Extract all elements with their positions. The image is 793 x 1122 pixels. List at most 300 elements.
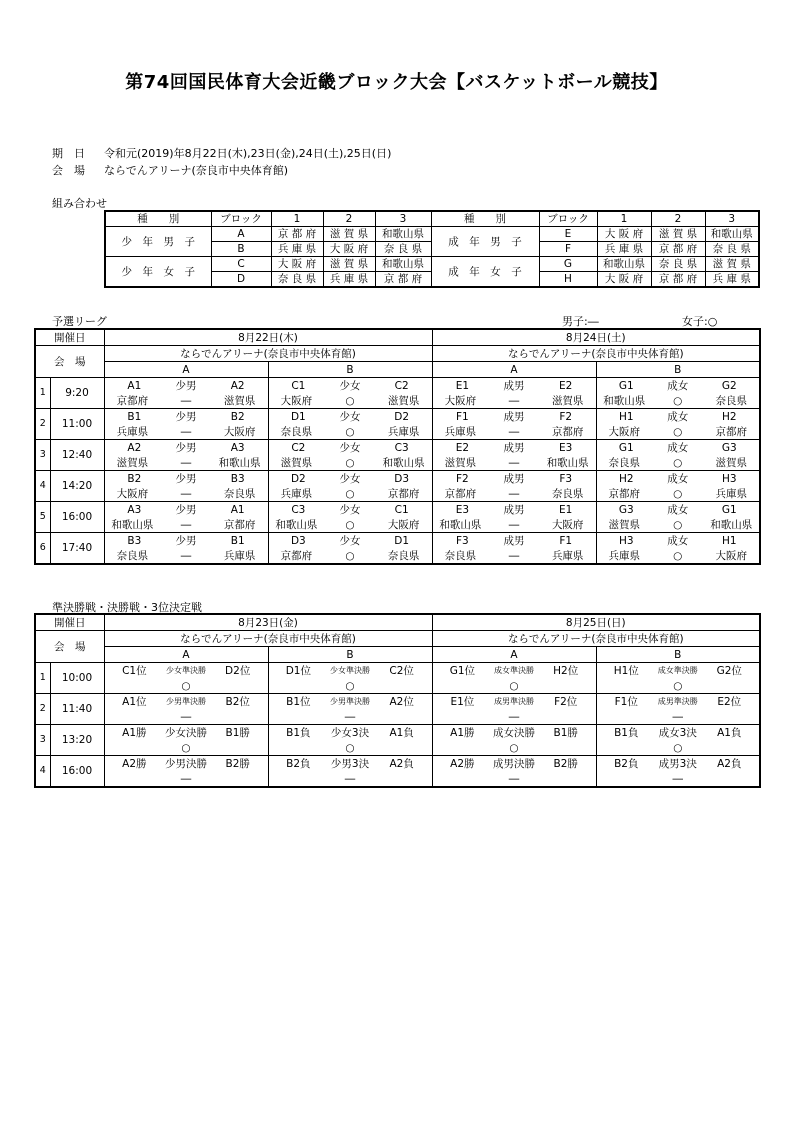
seed-right: E2 — [559, 379, 573, 392]
venue-label: 会 場 — [52, 164, 85, 177]
finals-h-venue: 会 場 — [35, 631, 104, 663]
legend-women: 女子:○ — [682, 315, 718, 328]
match-teams-cell — [268, 486, 432, 502]
seed-left: B2 — [127, 472, 142, 485]
round-name: 成女準決勝 — [657, 665, 698, 675]
final-cell — [596, 756, 760, 772]
final-row-mark — [35, 678, 760, 694]
match-teams-cell — [432, 486, 596, 502]
round-name: 少女決勝 — [165, 726, 207, 739]
combo-team-cell: 大 阪 府 — [271, 257, 323, 272]
seed-left: A3 — [127, 503, 142, 516]
final-row-mark — [35, 709, 760, 725]
round-name: 成男3決 — [658, 757, 697, 770]
match-row-teams — [35, 517, 760, 533]
final-cell — [268, 725, 432, 741]
team-right: 京都府 — [551, 425, 584, 438]
final-mark-cell: ― — [432, 771, 596, 787]
gender-mark: ― — [180, 425, 192, 438]
team-left: 滋賀県 — [116, 456, 149, 469]
slot-right: B2位 — [225, 695, 250, 708]
gender-mark: ○ — [673, 549, 683, 562]
match-time: 11:40 — [50, 694, 104, 725]
seed-left: H1 — [618, 410, 634, 423]
match-cell — [268, 471, 432, 487]
category: 少男 — [175, 503, 197, 516]
team-left: 和歌山県 — [111, 518, 154, 531]
team-left: 兵庫県 — [608, 549, 641, 562]
match-row — [35, 533, 760, 549]
final-cell — [596, 725, 760, 741]
match-row-teams — [35, 548, 760, 564]
match-time: 16:00 — [50, 502, 104, 533]
match-row-teams — [35, 486, 760, 502]
seed-right: A3 — [230, 441, 245, 454]
gender-mark: ― — [180, 518, 192, 531]
team-left: 京都府 — [608, 487, 641, 500]
combo-h3: 3 — [375, 211, 431, 227]
final-cell — [596, 663, 760, 679]
slot-right: A1負 — [389, 726, 414, 739]
seed-right: F1 — [559, 534, 573, 547]
combo-h1: 1 — [271, 211, 323, 227]
round-name: 成男準決勝 — [657, 696, 698, 706]
final-cell — [596, 694, 760, 710]
period-value: 令和元(2019)年8月22日(木),23日(金),24日(土),25日(日) — [104, 147, 392, 160]
team-left: 京都府 — [444, 487, 477, 500]
match-time: 12:40 — [50, 440, 104, 471]
match-cell — [104, 502, 268, 518]
seed-left: H2 — [618, 472, 634, 485]
finals-date1: 8月23日(金) — [104, 614, 432, 631]
final-cell — [268, 663, 432, 679]
team-left: 京都府 — [116, 394, 149, 407]
slot-left: B2負 — [614, 757, 639, 770]
team-left: 和歌山県 — [439, 518, 482, 531]
combo-h1-right: 1 — [597, 211, 651, 227]
team-right: 滋賀県 — [223, 394, 256, 407]
category: 少男 — [175, 379, 197, 392]
category: 少男 — [175, 441, 197, 454]
team-left: 兵庫県 — [444, 425, 477, 438]
gender-mark: ○ — [673, 425, 683, 438]
match-cell — [432, 471, 596, 487]
category: 成男 — [503, 410, 525, 423]
category: 成男 — [503, 503, 525, 516]
team-right: 和歌山県 — [546, 456, 589, 469]
match-teams-cell — [104, 393, 268, 409]
team-right: 京都府 — [223, 518, 256, 531]
combo-team-cell: 奈 良 県 — [651, 257, 705, 272]
team-left: 大阪府 — [608, 425, 641, 438]
final-cell — [268, 694, 432, 710]
match-time: 10:00 — [50, 663, 104, 694]
final-mark-cell: ― — [104, 771, 268, 787]
combo-table — [104, 210, 760, 288]
match-cell — [104, 378, 268, 394]
round-name: 成男決勝 — [493, 757, 536, 770]
seed-left: D3 — [290, 534, 306, 547]
match-cell — [432, 502, 596, 518]
combo-team-cell: 京 都 府 — [375, 272, 431, 288]
category: 成男 — [503, 472, 525, 485]
row-number: 6 — [35, 533, 50, 565]
team-left: 奈良県 — [280, 425, 313, 438]
gender-mark: ○ — [345, 549, 355, 562]
match-cell — [432, 533, 596, 549]
final-mark-cell: ― — [268, 709, 432, 725]
slot-right: B1勝 — [225, 726, 250, 739]
match-teams-cell — [268, 455, 432, 471]
combo-team-cell: 大 阪 府 — [597, 227, 651, 242]
team-right: 大阪府 — [551, 518, 584, 531]
match-teams-cell — [104, 424, 268, 440]
finals-court-b: B — [268, 647, 432, 663]
gender-mark: ― — [508, 456, 520, 469]
prelim-h-date: 開催日 — [35, 329, 104, 346]
slot-right: A2負 — [717, 757, 742, 770]
slot-right: A2位 — [389, 695, 414, 708]
row-number: 1 — [35, 378, 50, 409]
slot-left: G1位 — [449, 664, 476, 677]
match-row-teams — [35, 455, 760, 471]
final-mark-cell: ○ — [104, 678, 268, 694]
combo-block-cell: B — [211, 242, 271, 257]
prelim-table — [34, 328, 761, 565]
combo-team-cell: 滋 賀 県 — [323, 227, 375, 242]
combo-team-cell: 京 都 府 — [271, 227, 323, 242]
seed-left: D1 — [290, 410, 306, 423]
category: 成男 — [503, 534, 525, 547]
gender-mark: ○ — [345, 518, 355, 531]
category: 少女 — [339, 503, 361, 516]
slot-right: D2位 — [225, 664, 251, 677]
combo-team-cell: 和歌山県 — [375, 257, 431, 272]
team-right: 兵庫県 — [387, 425, 420, 438]
match-time: 14:20 — [50, 471, 104, 502]
team-right: 兵庫県 — [223, 549, 256, 562]
team-left: 和歌山県 — [275, 518, 318, 531]
combo-h2: 2 — [323, 211, 375, 227]
final-row — [35, 725, 760, 741]
final-cell — [268, 756, 432, 772]
gender-mark: ○ — [345, 487, 355, 500]
seed-left: F1 — [455, 410, 469, 423]
slot-right: B1勝 — [553, 726, 578, 739]
combo-h-block: ブロック — [211, 211, 271, 227]
final-row-mark — [35, 771, 760, 787]
team-right: 京都府 — [387, 487, 420, 500]
match-teams-cell — [596, 393, 760, 409]
final-mark-cell: ― — [432, 709, 596, 725]
final-mark-cell: ○ — [596, 740, 760, 756]
finals-section-label: 準決勝戦・決勝戦・3位決定戦 — [52, 601, 202, 614]
prelim-arena2: ならでんアリーナ(奈良市中央体育館) — [432, 346, 760, 362]
match-cell — [268, 502, 432, 518]
match-cell — [432, 409, 596, 425]
match-cell — [596, 502, 760, 518]
match-row-teams — [35, 393, 760, 409]
seed-right: E3 — [559, 441, 573, 454]
combo-team-cell: 和歌山県 — [705, 227, 759, 242]
match-cell — [268, 409, 432, 425]
row-number: 5 — [35, 502, 50, 533]
gender-mark: ○ — [673, 518, 683, 531]
row-number: 4 — [35, 756, 50, 788]
gender-mark: ― — [180, 456, 192, 469]
prelim-court-a: A — [432, 362, 596, 378]
seed-right: F2 — [559, 410, 573, 423]
finals-court-b: B — [596, 647, 760, 663]
match-cell — [596, 378, 760, 394]
finals-arena1: ならでんアリーナ(奈良市中央体育館) — [104, 631, 432, 647]
team-left: 大阪府 — [116, 487, 149, 500]
match-teams-cell — [104, 455, 268, 471]
match-teams-cell — [268, 548, 432, 564]
finals-table — [34, 613, 761, 788]
gender-mark: ○ — [345, 394, 355, 407]
slot-right: H2位 — [553, 664, 579, 677]
category: 少女 — [339, 441, 361, 454]
seed-left: E2 — [455, 441, 470, 454]
combo-team-cell: 奈 良 県 — [705, 242, 759, 257]
slot-left: B1負 — [286, 726, 311, 739]
match-teams-cell — [596, 517, 760, 533]
gender-mark: ○ — [345, 456, 355, 469]
combo-men: 成 年 男 子 — [431, 227, 539, 257]
row-number: 2 — [35, 409, 50, 440]
final-mark-cell: ○ — [432, 740, 596, 756]
seed-left: E1 — [455, 379, 470, 392]
match-cell — [432, 378, 596, 394]
page-title: 第74回国民体育大会近畿ブロック大会【バスケットボール競技】 — [125, 72, 668, 93]
team-left: 兵庫県 — [280, 487, 313, 500]
seed-right: D1 — [394, 534, 410, 547]
seed-left: G1 — [618, 379, 634, 392]
team-left: 奈良県 — [116, 549, 149, 562]
gender-mark: ○ — [345, 425, 355, 438]
seed-right: D2 — [394, 410, 410, 423]
team-right: 和歌山県 — [710, 518, 753, 531]
round-name: 成女決勝 — [493, 726, 536, 739]
team-right: 滋賀県 — [387, 394, 420, 407]
category: 成女 — [667, 441, 689, 454]
team-left: 大阪府 — [444, 394, 477, 407]
category: 少女 — [339, 472, 361, 485]
team-right: 大阪府 — [715, 549, 748, 562]
seed-left: G3 — [618, 503, 634, 516]
venue-row — [52, 162, 288, 178]
combo-team-cell: 兵 庫 県 — [597, 242, 651, 257]
team-right: 和歌山県 — [218, 456, 261, 469]
combo-team-cell: 滋 賀 県 — [651, 227, 705, 242]
prelim-date2: 8月24日(土) — [432, 329, 760, 346]
gender-mark: ― — [508, 518, 520, 531]
combo-h-type-right: 種 別 — [431, 211, 539, 227]
final-mark-cell: ○ — [432, 678, 596, 694]
prelim-court-b: B — [268, 362, 432, 378]
combo-block-cell: E — [539, 227, 597, 242]
prelim-h-venue: 会 場 — [35, 346, 104, 378]
team-left: 滋賀県 — [444, 456, 477, 469]
team-right: 兵庫県 — [551, 549, 584, 562]
combo-block-cell: H — [539, 272, 597, 288]
venue-value: ならでんアリーナ(奈良市中央体育館) — [104, 164, 289, 177]
final-cell — [104, 725, 268, 741]
seed-right: C1 — [394, 503, 409, 516]
seed-right: H3 — [721, 472, 737, 485]
match-cell — [268, 378, 432, 394]
match-cell — [432, 440, 596, 456]
match-cell — [268, 533, 432, 549]
match-time: 13:20 — [50, 725, 104, 756]
finals-arena2: ならでんアリーナ(奈良市中央体育館) — [432, 631, 760, 647]
seed-left: F3 — [455, 534, 469, 547]
finals-court-a: A — [432, 647, 596, 663]
match-teams-cell — [104, 517, 268, 533]
team-right: 京都府 — [715, 425, 748, 438]
combo-team-cell: 奈 良 県 — [375, 242, 431, 257]
gender-mark: ― — [508, 425, 520, 438]
category: 成男 — [503, 441, 525, 454]
seed-right: C3 — [394, 441, 409, 454]
seed-left: G1 — [618, 441, 634, 454]
gender-mark: ○ — [673, 487, 683, 500]
seed-left: E3 — [455, 503, 470, 516]
slot-left: A2勝 — [122, 757, 147, 770]
combo-team-cell: 兵 庫 県 — [323, 272, 375, 288]
final-mark-cell: ○ — [596, 678, 760, 694]
prelim-arena1: ならでんアリーナ(奈良市中央体育館) — [104, 346, 432, 362]
match-time: 17:40 — [50, 533, 104, 565]
team-right: 奈良県 — [223, 487, 256, 500]
match-cell — [596, 440, 760, 456]
category: 少男 — [175, 410, 197, 423]
team-right: 大阪府 — [387, 518, 420, 531]
combo-block-cell: C — [211, 257, 271, 272]
team-right: 奈良県 — [387, 549, 420, 562]
category: 少男 — [175, 472, 197, 485]
match-teams-cell — [432, 393, 596, 409]
seed-right: E1 — [559, 503, 573, 516]
match-cell — [104, 533, 268, 549]
slot-left: F1位 — [614, 695, 638, 708]
finals-h-date: 開催日 — [35, 614, 104, 631]
slot-left: A1勝 — [122, 726, 147, 739]
team-right: 滋賀県 — [715, 456, 748, 469]
combo-team-cell: 滋 賀 県 — [323, 257, 375, 272]
round-name: 少男決勝 — [165, 757, 207, 770]
match-teams-cell — [432, 455, 596, 471]
seed-right: H2 — [721, 410, 737, 423]
combo-team-cell: 大 阪 府 — [323, 242, 375, 257]
gender-mark: ― — [508, 394, 520, 407]
seed-left: A2 — [127, 441, 142, 454]
slot-left: A1勝 — [450, 726, 475, 739]
period-label: 期 日 — [52, 147, 85, 160]
seed-left: B3 — [127, 534, 142, 547]
combo-block-cell: A — [211, 227, 271, 242]
combo-h-block-right: ブロック — [539, 211, 597, 227]
final-cell — [432, 663, 596, 679]
seed-right: G3 — [721, 441, 737, 454]
match-cell — [268, 440, 432, 456]
combo-team-cell: 滋 賀 県 — [705, 257, 759, 272]
team-left: 和歌山県 — [603, 394, 646, 407]
combo-team-cell: 大 阪 府 — [597, 272, 651, 288]
category: 成女 — [667, 410, 689, 423]
combo-team-cell: 京 都 府 — [651, 242, 705, 257]
match-cell — [596, 409, 760, 425]
gender-mark: ○ — [673, 456, 683, 469]
category: 成女 — [667, 534, 689, 547]
final-mark-cell: ○ — [104, 740, 268, 756]
category: 少女 — [339, 410, 361, 423]
combo-team-cell: 和歌山県 — [375, 227, 431, 242]
seed-right: H1 — [721, 534, 737, 547]
final-cell — [104, 663, 268, 679]
match-cell — [104, 471, 268, 487]
round-name: 少男3決 — [330, 757, 370, 770]
match-cell — [104, 440, 268, 456]
final-mark-cell: ― — [104, 709, 268, 725]
match-teams-cell — [596, 455, 760, 471]
seed-left: A1 — [127, 379, 142, 392]
combo-h-type: 種 別 — [105, 211, 211, 227]
slot-left: A2勝 — [450, 757, 475, 770]
seed-right: A1 — [230, 503, 245, 516]
slot-right: C2位 — [389, 664, 414, 677]
match-time: 9:20 — [50, 378, 104, 409]
combo-girls-young: 少 年 女 子 — [105, 257, 211, 288]
row-number: 2 — [35, 694, 50, 725]
combo-h3-right: 3 — [705, 211, 759, 227]
prelim-court-b: B — [596, 362, 760, 378]
final-row — [35, 756, 760, 772]
slot-right: B2勝 — [553, 757, 578, 770]
category: 成男 — [503, 379, 525, 392]
round-name: 少女準決勝 — [330, 665, 370, 675]
final-row — [35, 663, 760, 679]
seed-right: F3 — [559, 472, 573, 485]
match-cell — [596, 533, 760, 549]
seed-right: C2 — [394, 379, 409, 392]
match-row — [35, 502, 760, 518]
final-mark-cell: ― — [596, 771, 760, 787]
team-left: 大阪府 — [280, 394, 313, 407]
slot-left: B1負 — [614, 726, 639, 739]
slot-left: C1位 — [122, 664, 147, 677]
seed-left: C1 — [291, 379, 306, 392]
match-teams-cell — [268, 424, 432, 440]
team-left: 奈良県 — [444, 549, 477, 562]
slot-right: B2勝 — [225, 757, 250, 770]
slot-right: A2負 — [389, 757, 414, 770]
combo-block-cell: G — [539, 257, 597, 272]
seed-right: G2 — [721, 379, 737, 392]
final-cell — [432, 725, 596, 741]
seed-right: D3 — [394, 472, 410, 485]
slot-right: E2位 — [717, 695, 742, 708]
combo-team-cell: 和歌山県 — [597, 257, 651, 272]
row-number: 3 — [35, 725, 50, 756]
match-row-teams — [35, 424, 760, 440]
seed-right: B1 — [230, 534, 245, 547]
match-teams-cell — [268, 393, 432, 409]
match-teams-cell — [104, 486, 268, 502]
round-name: 成女準決勝 — [494, 665, 535, 675]
finals-date2: 8月25日(日) — [432, 614, 760, 631]
